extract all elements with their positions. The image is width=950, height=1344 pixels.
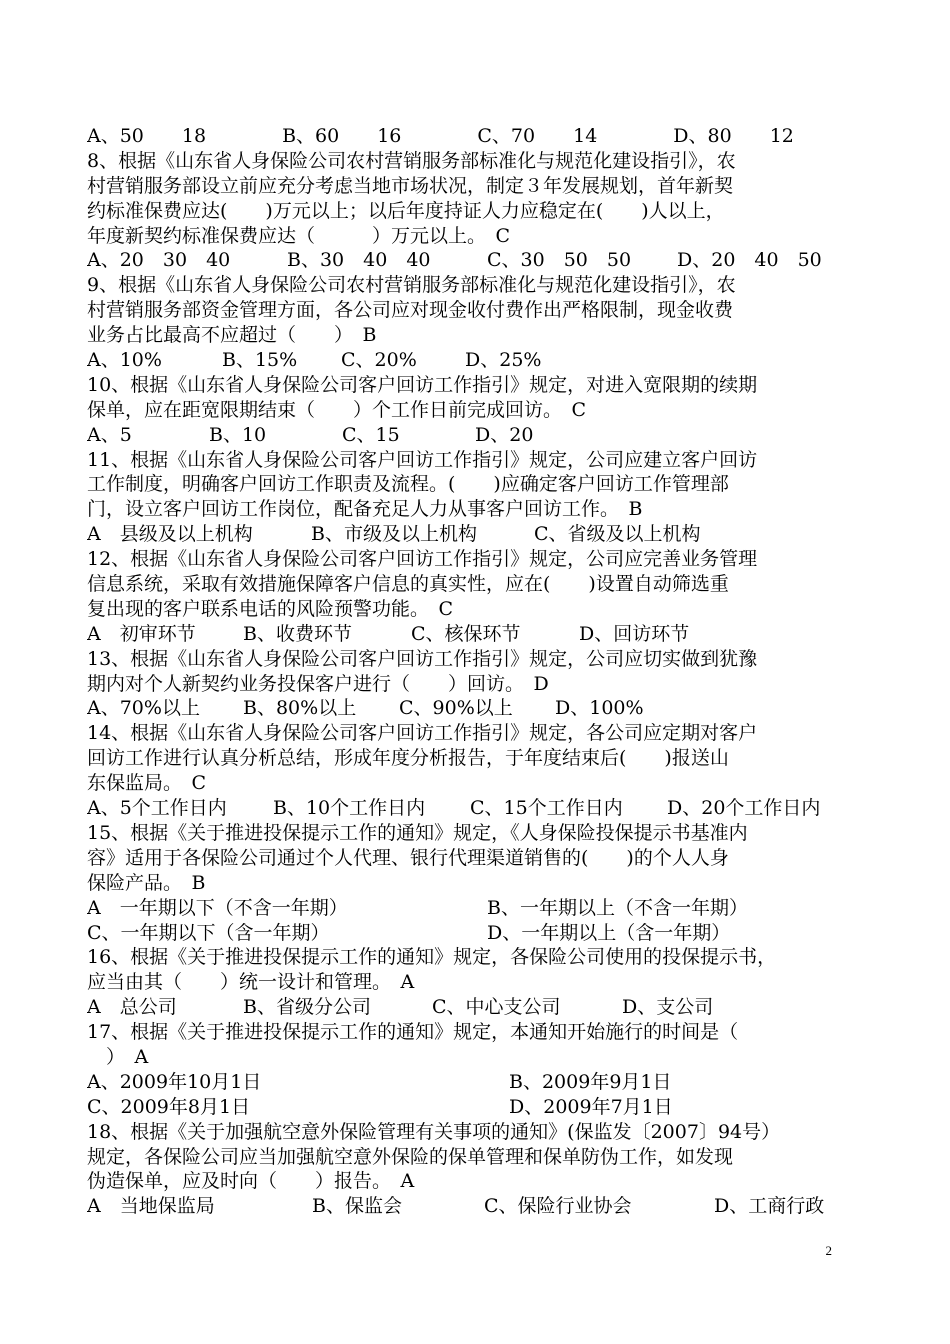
option-b: B、10 [209, 423, 267, 446]
option-b: B、收费环节 [243, 622, 352, 645]
question-stem: 保单，应在距宽限期结束（ ）个工作日前完成回访。 C [87, 398, 587, 421]
option-c: C、15 [342, 423, 400, 446]
option-line [87, 896, 847, 921]
option-line [87, 796, 847, 821]
option-d: D、100% [555, 697, 644, 720]
option-c: C、保险行业协会 [484, 1195, 632, 1218]
question-stem: 期内对个人新契约业务投保客户进行（ ）回访。 D [87, 672, 549, 695]
option-a: A 初审环节 [87, 622, 196, 645]
option-line [87, 622, 847, 647]
question-stem: 工作制度，明确客户回访工作职责及流程。( )应确定客户回访工作管理部 [87, 473, 729, 496]
option-c: C、90%以上 [399, 697, 513, 720]
option-d: D、回访环节 [579, 622, 690, 645]
question-list [87, 124, 847, 1219]
question-stem: 年度新契约标准保费应达（ ）万元以上。 C [87, 224, 511, 247]
question-stem: 伪造保单，应及时向（ ）报告。 A [87, 1170, 415, 1193]
option-c: C、省级及以上机构 [534, 523, 701, 546]
question-stem: 容》适用于各保险公司通过个人代理、银行代理渠道销售的( )的个人人身 [87, 846, 729, 869]
option-d: D、20 40 50 [677, 249, 822, 272]
option-line [87, 1095, 847, 1120]
option-b: B、一年期以上（不含一年期） [487, 896, 748, 919]
option-a: A、10% [87, 349, 162, 372]
question-stem: 村营销服务部设立前应充分考虑当地市场状况，制定３年发展规划，首年新契 [87, 174, 734, 197]
question-stem: 回访工作进行认真分析总结，形成年度分析报告，于年度结束后( )报送山 [87, 747, 729, 770]
option-b: B、15% [222, 349, 298, 372]
option-c: C、核保环节 [411, 622, 521, 645]
question-stem: 18、根据《关于加强航空意外保险管理有关事项的通知》(保监发〔2007〕94号） [87, 1120, 781, 1143]
option-c: C、一年期以下（含一年期） [87, 921, 330, 944]
option-c: C、中心支公司 [432, 996, 561, 1019]
option-d: D、25% [465, 349, 542, 372]
option-line [87, 522, 847, 547]
option-c: C、30 50 50 [487, 249, 632, 272]
option-d: D、工商行政 [714, 1195, 825, 1218]
option-b: B、80%以上 [243, 697, 357, 720]
option-a: A、2009年10月1日 [87, 1070, 262, 1093]
question-stem: 10、根据《山东省人身保险公司客户回访工作指引》规定，对进入宽限期的续期 [87, 373, 758, 396]
option-d: D、2009年7月1日 [509, 1095, 673, 1118]
question-stem: 应当由其（ ）统一设计和管理。 A [87, 971, 415, 994]
option-b: B、市级及以上机构 [311, 523, 477, 546]
option-a: A 一年期以下（不含一年期） [87, 896, 348, 919]
question-stem: 16、根据《关于推进投保提示工作的通知》规定，各保险公司使用的投保提示书， [87, 946, 777, 969]
question-stem: 约标准保费应达( )万元以上；以后年度持证人力应稳定在( )人以上， [87, 199, 725, 222]
question-stem: 业务占比最高不应超过（ ） B [87, 324, 377, 347]
option-line [87, 1070, 847, 1095]
question-stem: 东保监局。 C [87, 772, 207, 795]
option-a: A 县级及以上机构 [87, 523, 253, 546]
question-stem: 8、根据《山东省人身保险公司农村营销服务部标准化与规范化建设指引》，农 [87, 149, 736, 172]
question-stem: 17、根据《关于推进投保提示工作的通知》规定，本通知开始施行的时间是（ [87, 1021, 739, 1044]
option-c: C、20% [341, 349, 417, 372]
question-stem: 门，设立客户回访工作岗位，配备充足人力从事客户回访工作。 B [87, 498, 643, 521]
question-stem: 规定，各保险公司应当加强航空意外保险的保单管理和保单防伪工作，如发现 [87, 1145, 734, 1168]
option-line [87, 348, 847, 373]
option-b: B、30 40 40 [287, 249, 431, 272]
option-d: D、20 [475, 423, 534, 446]
option-d: D、支公司 [622, 996, 714, 1019]
option-d: D、一年期以上（含一年期） [487, 921, 731, 944]
option-a: A、5 [87, 423, 132, 446]
option-d: D、20个工作日内 [667, 797, 821, 820]
option-c: C、15个工作日内 [470, 797, 623, 820]
option-line [87, 423, 847, 448]
question-stem: 11、根据《山东省人身保险公司客户回访工作指引》规定，公司应建立客户回访 [87, 448, 758, 471]
option-b: B、2009年9月1日 [509, 1070, 672, 1093]
option-a: A、5个工作日内 [87, 797, 227, 820]
option-line [87, 995, 847, 1020]
question-stem: 15、根据《关于推进投保提示工作的通知》规定，《人身保险投保提示书基准内 [87, 821, 748, 844]
question-stem: 13、根据《山东省人身保险公司客户回访工作指引》规定，公司应切实做到犹豫 [87, 647, 758, 670]
question-stem: 信息系统，采取有效措施保障客户信息的真实性，应在( )设置自动筛选重 [87, 573, 729, 596]
page-number: 2 [825, 1243, 832, 1258]
option-a: A、70%以上 [87, 697, 200, 720]
option-line: A、50 18 B、60 16 C、70 14 D、80 12 [87, 125, 794, 147]
option-line [87, 696, 847, 721]
option-a: A、20 30 40 [87, 249, 231, 272]
question-stem: 村营销服务部资金管理方面，各公司应对现金收付费作出严格限制，现金收费 [87, 299, 734, 322]
question-stem: 9、根据《山东省人身保险公司农村营销服务部标准化与规范化建设指引》，农 [87, 274, 736, 297]
option-a: A 总公司 [87, 996, 177, 1019]
option-b: B、省级分公司 [243, 996, 371, 1019]
question-stem: 12、根据《山东省人身保险公司客户回访工作指引》规定，公司应完善业务管理 [87, 548, 758, 571]
question-stem: 14、根据《山东省人身保险公司客户回访工作指引》规定，各公司应定期对客户 [87, 722, 758, 745]
option-line [87, 921, 847, 946]
option-b: B、10个工作日内 [273, 797, 426, 820]
option-a: A 当地保监局 [87, 1195, 215, 1218]
option-line [87, 248, 847, 273]
option-b: B、保监会 [312, 1195, 402, 1218]
question-stem: 保险产品。 B [87, 871, 206, 894]
option-c: C、2009年8月1日 [87, 1095, 251, 1118]
question-stem: 复出现的客户联系电话的风险预警功能。 C [87, 597, 454, 620]
option-line [87, 1194, 847, 1219]
question-stem: ） A [87, 1045, 149, 1068]
